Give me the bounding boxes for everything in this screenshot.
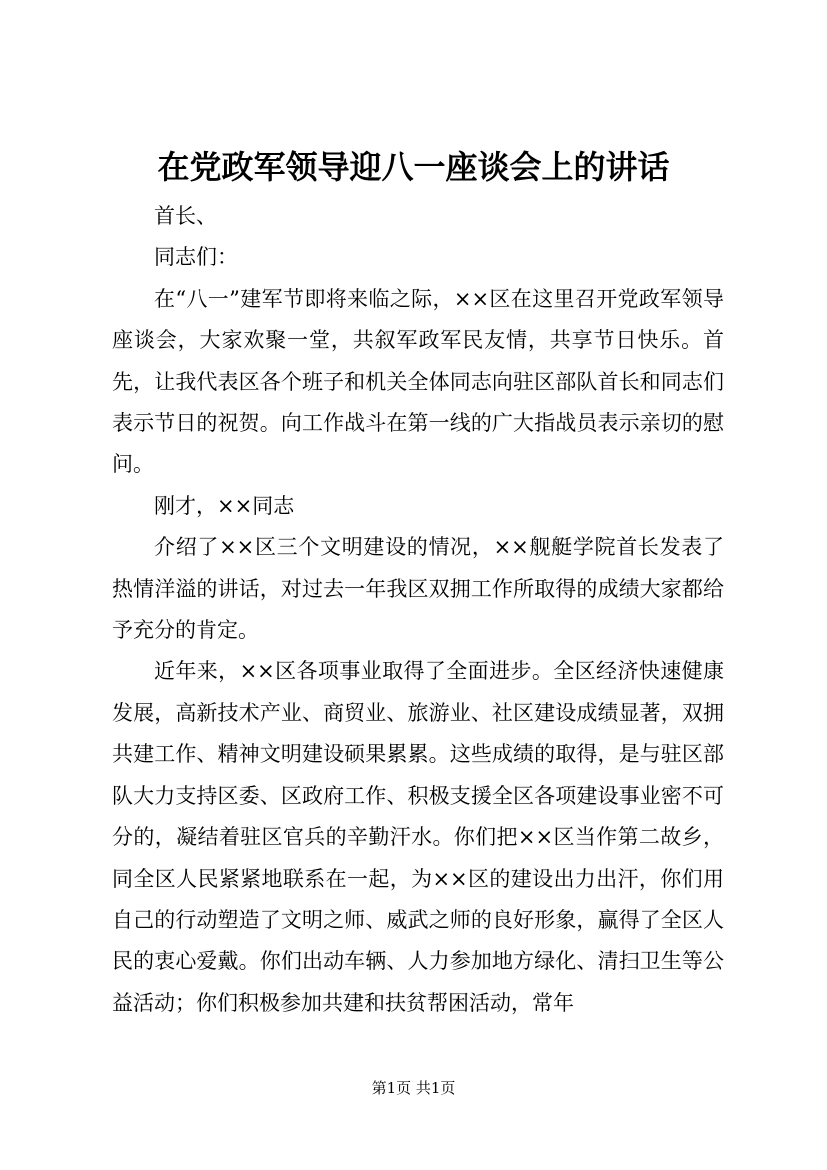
paragraph-2: 刚才，××同志 xyxy=(154,493,295,518)
paragraph-3: 介绍了××区三个文明建设的情况，××舰艇学院首长发表了热情洋溢的讲话，对过去一年我区双拥工作所取得的成绩大家都给予充分的肯定。 xyxy=(112,535,724,643)
page-footer: 第1页 共1页 xyxy=(371,1079,456,1097)
salutation-2: 同志们： xyxy=(154,245,238,270)
paragraph-1: 在“八一”建军节即将来临之际，××区在这里召开党政军领导座谈会，大家欢聚一堂，共叙军政军民友情，共享节日快乐。首先，让我代表区各个班子和机关全体同志向驻区部队首长和同志们表示节日的祝贺。向工作战斗在第一线的广大指战员表示亲切的慰问。 xyxy=(112,286,724,477)
paragraph-4: 近年来，××区各项事业取得了全面进步。全区经济快速健康发展，高新技术产业、商贸业、旅游业、社区建设成绩显著，双拥共建工作、精神文明建设硕果累累。这些成绩的取得，是与驻区部队大力支持区委、区政府工作、积极支援全区各项建设事业密不可分的，凝结着驻区官兵的辛勤汗水。你们把××区当作第二故乡，同全区人民紧紧地联系在一起，为××区的建设出力出汗，你们用自己的行动塑造了文明之师、威武之师的良好形象，赢得了全区人民的衷心爱戴。你们出动车辆、人力参加地方绿化、清扫卫生等公益活动；你们积极参加共建和扶贫帮困活动，常年 xyxy=(112,659,724,1015)
salutation-1: 首长、 xyxy=(154,204,217,228)
document-body xyxy=(112,196,724,1024)
document-title: 在党政军领导迎八一座谈会上的讲话 xyxy=(157,148,670,186)
